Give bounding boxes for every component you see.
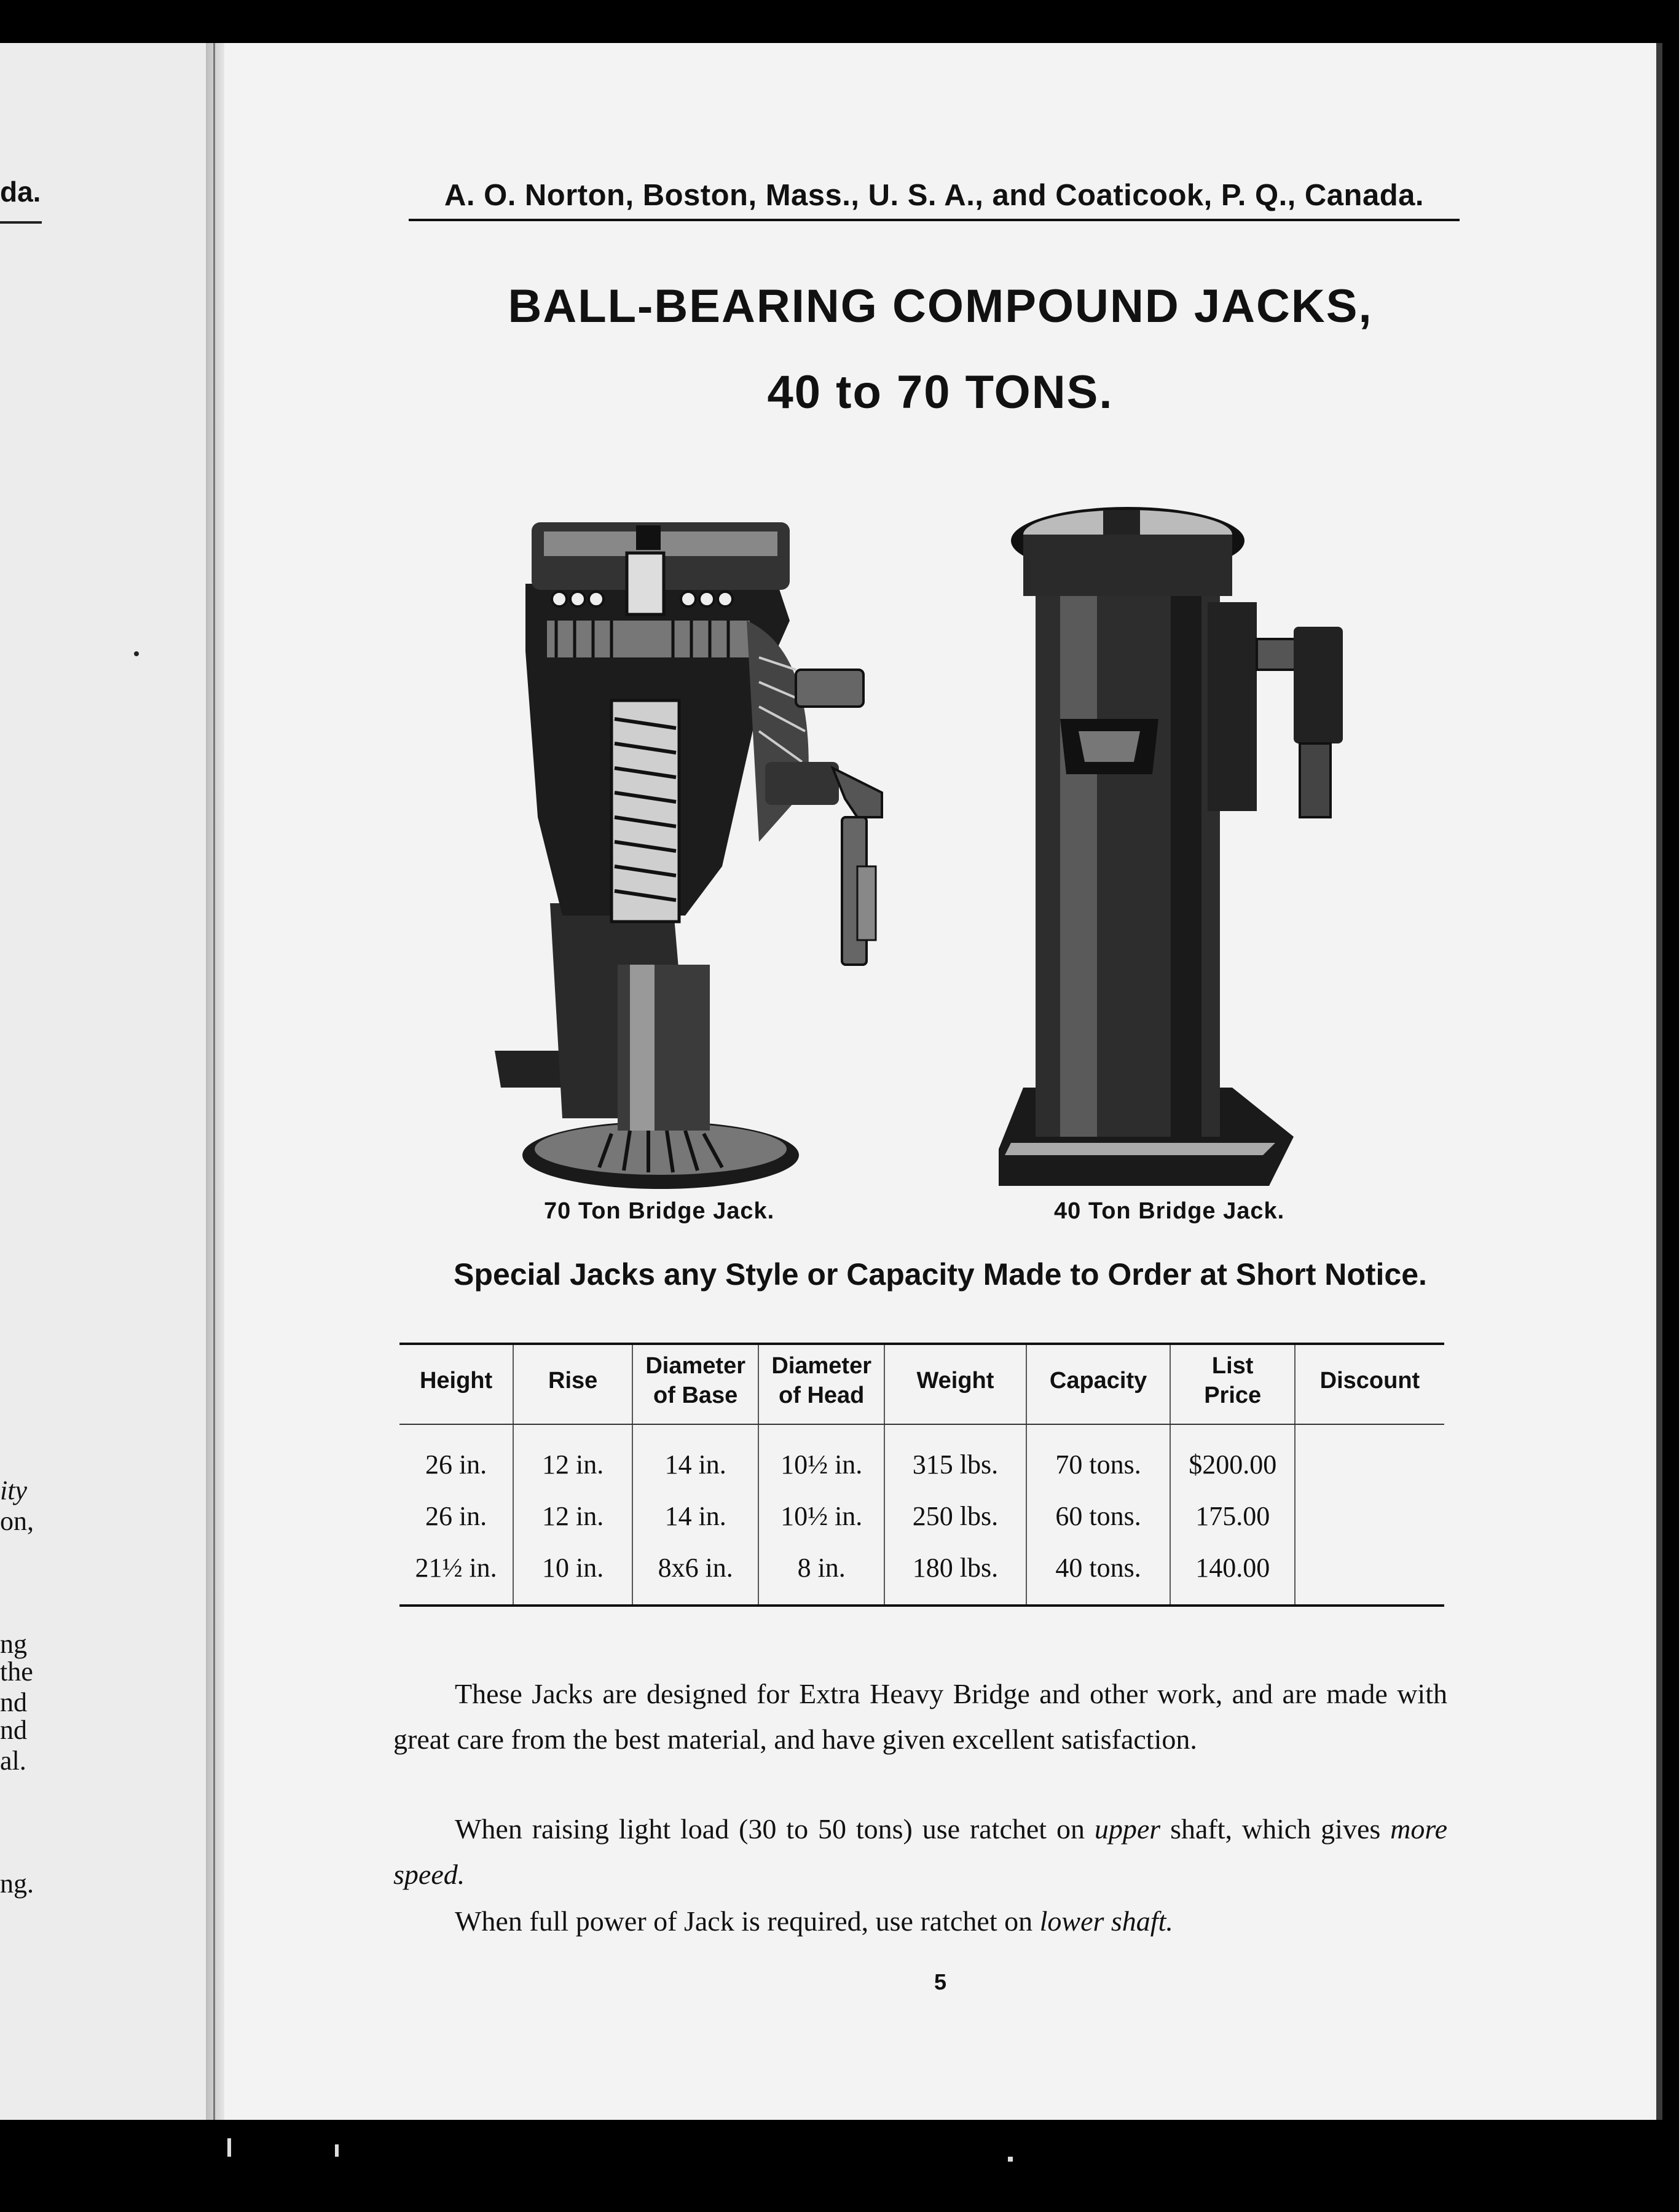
col-discount: Discount [1295,1344,1444,1424]
catalog-page [224,43,1656,2120]
book-gutter [206,43,224,2120]
left-text-fragment: nd [0,1715,27,1745]
cutaway-bridge-jack-icon [489,498,931,1204]
cell-diameter-base: 8x6 in. [632,1542,758,1606]
col-list-price: List Price [1170,1344,1294,1424]
paragraph-description [393,1671,1447,1762]
left-text-fragment: on, [0,1506,34,1536]
col-capacity: Capacity [1026,1344,1171,1424]
cell-diameter-head: 10½ in. [758,1490,884,1542]
cell-diameter-base: 14 in. [632,1424,758,1490]
cell-discount [1295,1424,1444,1490]
cell-height: 21½ in. [399,1542,513,1606]
col-weight: Weight [884,1344,1026,1424]
cell-capacity: 40 tons. [1026,1542,1171,1606]
scan-speck [335,2144,339,2157]
cell-height: 26 in. [399,1490,513,1542]
paragraph-text: These Jacks are designed for Extra Heavy Bridge and other work, and are made with great care from the best material, and have given excellent satisfaction. [393,1678,1447,1755]
paragraph-text: shaft, which gives [1160,1813,1391,1845]
left-text-fragment: ng. [0,1869,34,1899]
left-page-rule [0,221,42,224]
specification-table [399,1343,1444,1607]
cell-list-price: 140.00 [1170,1542,1294,1606]
col-diameter-base: Diameter of Base [632,1344,758,1424]
emphasis-lower-shaft: lower shaft. [1039,1905,1173,1937]
paragraph-text: When raising light load (30 to 50 tons) use ratchet on [455,1813,1095,1845]
table-header-row [399,1344,1444,1424]
cell-diameter-head: 10½ in. [758,1424,884,1490]
scan-speck [1008,2157,1013,2162]
left-page-fragment [0,43,206,2120]
cell-list-price: $200.00 [1170,1424,1294,1490]
paragraph-full-power [393,1899,1447,1944]
special-order-notice: Special Jacks any Style or Capacity Made to Order at Short Notice. [454,1257,1427,1292]
cell-diameter-base: 14 in. [632,1490,758,1542]
cell-diameter-head: 8 in. [758,1542,884,1606]
page-edge [1656,43,1662,2120]
cell-weight: 180 lbs. [884,1542,1026,1606]
scan-speck [227,2138,231,2157]
cell-capacity: 60 tons. [1026,1490,1171,1542]
table-row [399,1542,1444,1606]
left-text-fragment: ity [0,1475,27,1505]
left-text-fragment: nd [0,1687,27,1717]
cell-rise: 12 in. [513,1490,632,1542]
caption-40-ton: 40 Ton Bridge Jack. [1054,1198,1285,1224]
page-title: BALL-BEARING COMPOUND JACKS, [508,280,1373,332]
table-row [399,1424,1444,1490]
cell-rise: 12 in. [513,1424,632,1490]
left-text-fragment: al. [0,1746,26,1776]
page-subtitle: 40 to 70 TONS. [767,366,1114,418]
cell-weight: 315 lbs. [884,1424,1026,1490]
col-height: Height [399,1344,513,1424]
page-number: 5 [934,1969,947,1994]
cell-discount [1295,1490,1444,1542]
cell-weight: 250 lbs. [884,1490,1026,1542]
caption-70-ton: 70 Ton Bridge Jack. [544,1198,775,1224]
cell-rise: 10 in. [513,1542,632,1606]
table-row [399,1490,1444,1542]
running-head: A. O. Norton, Boston, Mass., U. S. A., and Coaticook, P. Q., Canada. [409,178,1460,221]
scan-border-bottom [0,2126,1679,2212]
cell-height: 26 in. [399,1424,513,1490]
spine-line [213,43,215,2120]
speck [134,651,139,656]
paragraph-text: When full power of Jack is required, use ratchet on [455,1905,1040,1937]
emphasis-more-speed: more speed. [393,1813,1448,1890]
col-diameter-head: Diameter of Head [758,1344,884,1424]
col-rise: Rise [513,1344,632,1424]
bridge-jack-icon [986,498,1367,1204]
left-text-fragment: ng [0,1629,27,1659]
left-page-header-fragment: da. [0,176,41,208]
paragraph-light-load [393,1806,1447,1897]
emphasis-upper: upper [1094,1813,1161,1845]
cell-list-price: 175.00 [1170,1490,1294,1542]
left-text-fragment: the [0,1657,33,1687]
cell-capacity: 70 tons. [1026,1424,1171,1490]
cell-discount [1295,1542,1444,1606]
